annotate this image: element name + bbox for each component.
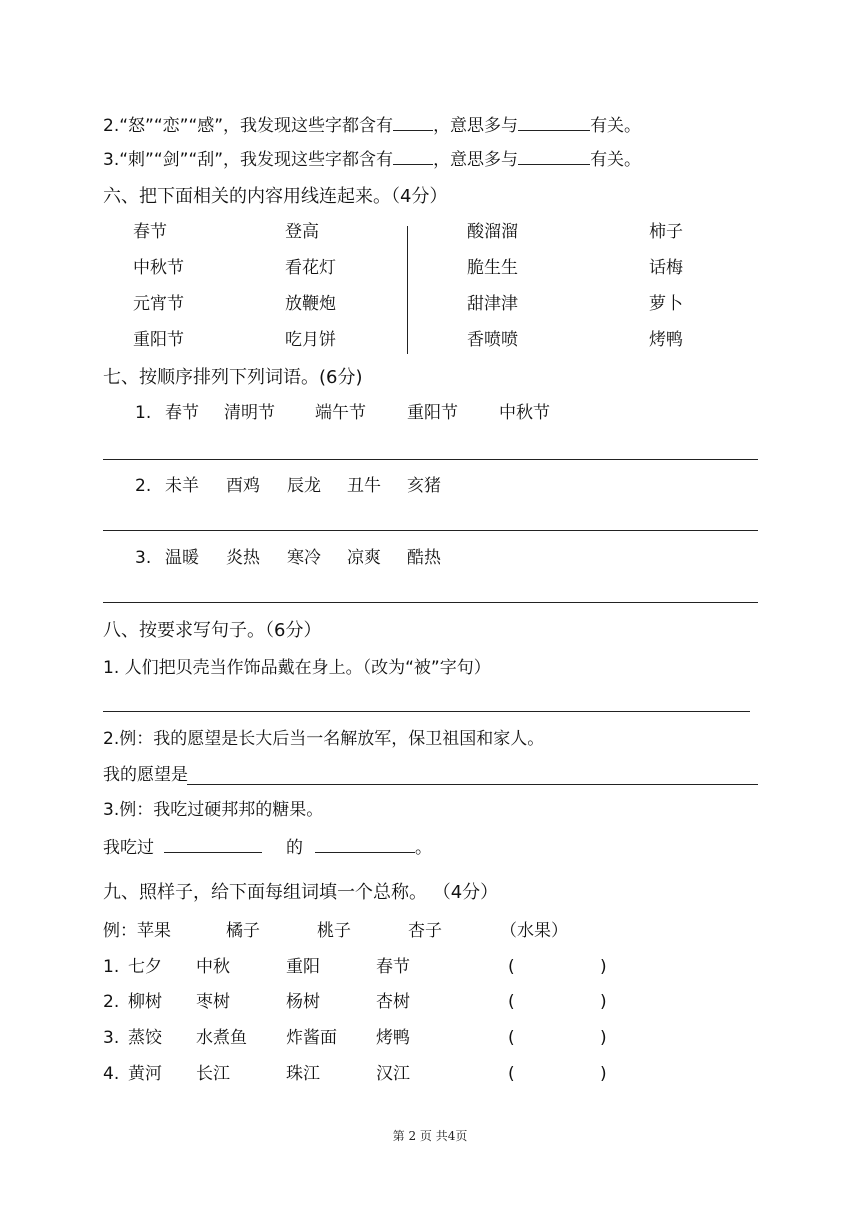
q7-row-number: 1. <box>135 403 152 423</box>
q8-sentence-1: 1. 人们把贝壳当作饰品戴在身上。（改为“被”字句） <box>103 658 491 678</box>
q9-row-number: 1. <box>103 957 120 977</box>
q7-row-number: 2. <box>135 476 152 496</box>
q7-row-number: 3. <box>135 548 152 568</box>
q7-word: 未羊 <box>165 476 199 496</box>
q6-col4-item[interactable]: 柿子 <box>649 222 683 242</box>
blank[interactable] <box>518 148 590 165</box>
q6-col1-item[interactable]: 春节 <box>133 222 167 242</box>
open-paren: ( <box>508 957 515 977</box>
open-paren: ( <box>508 1028 515 1048</box>
q7-word: 清明节 <box>224 403 275 423</box>
q6-title: 六、把下面相关的内容用线连起来。（4分） <box>103 186 448 207</box>
q9-row-number: 4. <box>103 1064 120 1084</box>
q6-col1-item[interactable]: 元宵节 <box>133 294 184 314</box>
q8-sentence-2: 2.例：我的愿望是长大后当一名解放军，保卫祖国和家人。 <box>103 729 545 749</box>
q7-word: 端午节 <box>315 403 366 423</box>
q5-item-3: 3.“刺”“剑”“刮”，我发现这些字都含有 ，意思多与 有关。 <box>103 150 642 170</box>
q9-example-label: 例：苹果 <box>103 921 171 941</box>
q6-col3-item[interactable]: 酸溜溜 <box>467 222 518 242</box>
q8-sentence-3: 3.例：我吃过硬邦邦的糖果。 <box>103 800 324 820</box>
q9-word: 珠江 <box>286 1064 320 1084</box>
q7-title: 七、按顺序排列下列词语。(6分) <box>103 367 363 388</box>
blank[interactable] <box>164 836 262 853</box>
q8-s2-prefix: 我的愿望是 <box>103 765 188 785</box>
open-paren: ( <box>508 992 515 1012</box>
q7-word: 酉鸡 <box>226 476 260 496</box>
q6-col3-item[interactable]: 甜津津 <box>467 294 518 314</box>
open-paren: ( <box>508 1064 515 1084</box>
q9-word: 水煮鱼 <box>196 1028 247 1048</box>
answer-line[interactable] <box>103 459 758 460</box>
page-footer: 第 2 页 共4页 <box>392 1129 468 1143</box>
q9-word: 杏树 <box>376 992 410 1012</box>
q9-word: 橘子 <box>226 921 260 941</box>
blank[interactable] <box>518 114 590 131</box>
q6-col1-item[interactable]: 中秋节 <box>133 258 184 278</box>
q9-word: 黄河 <box>128 1064 162 1084</box>
q7-word: 凉爽 <box>347 548 381 568</box>
close-paren: ) <box>600 957 607 977</box>
q9-word: 杏子 <box>408 921 442 941</box>
q9-title: 九、照样子，给下面每组词填一个总称。 （4分） <box>103 882 499 903</box>
q9-word: 春节 <box>376 957 410 977</box>
answer-line[interactable] <box>103 602 758 603</box>
q7-word: 春节 <box>165 403 199 423</box>
q9-word: 中秋 <box>196 957 230 977</box>
q9-word: 桃子 <box>317 921 351 941</box>
q6-col2-item[interactable]: 登高 <box>285 222 319 242</box>
close-paren: ) <box>600 1028 607 1048</box>
q6-col4-item[interactable]: 萝卜 <box>649 294 683 314</box>
column-divider <box>407 226 408 354</box>
q6-col3-item[interactable]: 香喷喷 <box>467 330 518 350</box>
answer-line[interactable] <box>187 784 758 785</box>
q7-word: 丑牛 <box>347 476 381 496</box>
q9-word: 重阳 <box>286 957 320 977</box>
q9-word: 柳树 <box>128 992 162 1012</box>
q7-word: 辰龙 <box>287 476 321 496</box>
q9-row-number: 2. <box>103 992 120 1012</box>
q7-word: 重阳节 <box>407 403 458 423</box>
blank[interactable] <box>315 836 415 853</box>
q8-s3-line: 我吃过 的 。 <box>103 838 432 858</box>
q9-word: 枣树 <box>196 992 230 1012</box>
blank[interactable] <box>393 114 433 131</box>
q7-word: 亥猪 <box>407 476 441 496</box>
q9-word: 汉江 <box>376 1064 410 1084</box>
q9-example-answer: （水果） <box>500 921 568 941</box>
q9-word: 长江 <box>196 1064 230 1084</box>
answer-blank[interactable] <box>520 952 598 980</box>
q7-word: 酷热 <box>407 548 441 568</box>
q9-word: 炸酱面 <box>286 1028 337 1048</box>
q8-title: 八、按要求写句子。（6分） <box>103 620 322 641</box>
q7-word: 寒冷 <box>287 548 321 568</box>
q7-word: 中秋节 <box>499 403 550 423</box>
q7-word: 炎热 <box>226 548 260 568</box>
q6-col2-item[interactable]: 放鞭炮 <box>285 294 336 314</box>
q6-col1-item[interactable]: 重阳节 <box>133 330 184 350</box>
answer-blank[interactable] <box>520 1059 598 1087</box>
q7-word: 温暖 <box>165 548 199 568</box>
q9-word: 蒸饺 <box>128 1028 162 1048</box>
q9-word: 七夕 <box>128 957 162 977</box>
q9-row-number: 3. <box>103 1028 120 1048</box>
answer-line[interactable] <box>103 711 750 712</box>
q6-col4-item[interactable]: 话梅 <box>649 258 683 278</box>
close-paren: ) <box>600 992 607 1012</box>
answer-blank[interactable] <box>520 1023 598 1051</box>
close-paren: ) <box>600 1064 607 1084</box>
q6-col2-item[interactable]: 看花灯 <box>285 258 336 278</box>
blank[interactable] <box>393 148 433 165</box>
q6-col4-item[interactable]: 烤鸭 <box>649 330 683 350</box>
q9-word: 杨树 <box>286 992 320 1012</box>
q5-item-2: 2.“怒”“恋”“感”，我发现这些字都含有 ，意思多与 有关。 <box>103 116 642 136</box>
q9-word: 烤鸭 <box>376 1028 410 1048</box>
q6-col2-item[interactable]: 吃月饼 <box>285 330 336 350</box>
answer-blank[interactable] <box>520 987 598 1015</box>
q6-col3-item[interactable]: 脆生生 <box>467 258 518 278</box>
answer-line[interactable] <box>103 530 758 531</box>
